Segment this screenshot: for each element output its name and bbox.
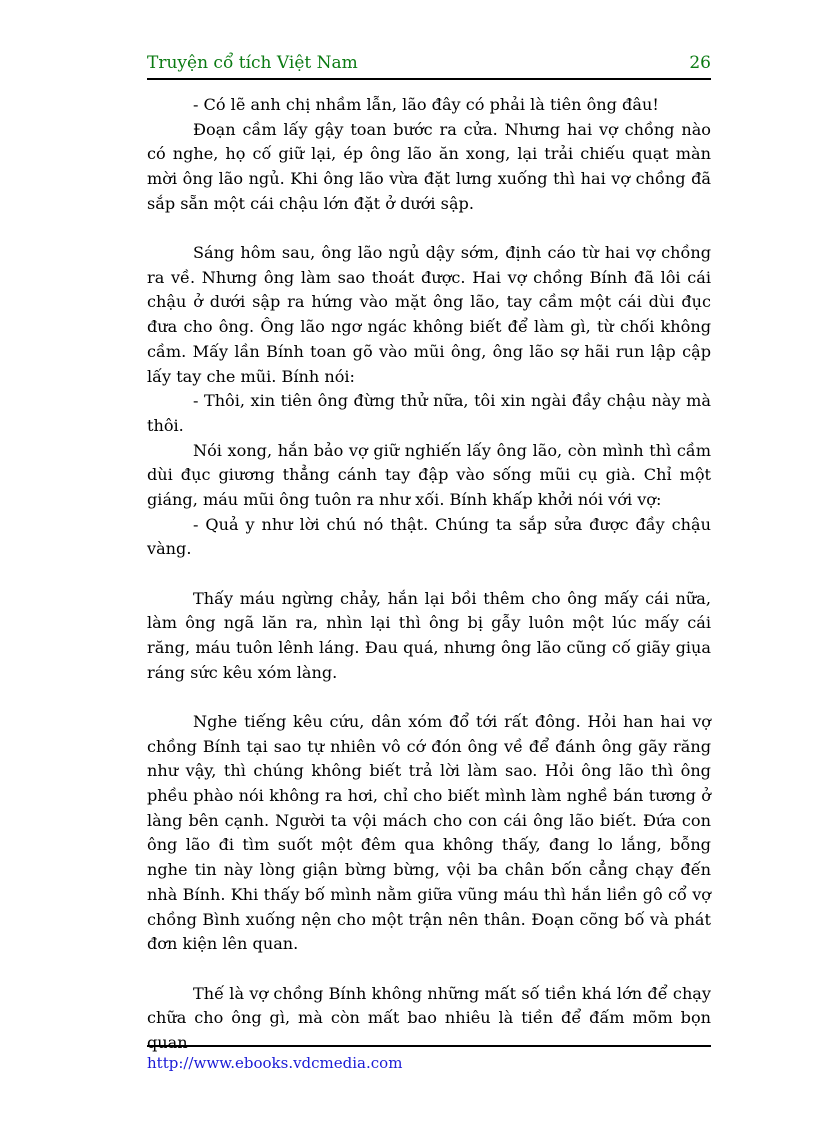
paragraph: Đoạn cầm lấy gậy toan bước ra cửa. Nhưng hai vợ chồng nào có nghe, họ cố giữ lại, ép ông lão ăn xong, lại trải chiếu quạt màn mời ông lão ngủ. Khi ông lão vừa đặt lưng xuống thì hai vợ chồng đã sắp sẵn một cái chậu lớn đặt ở dưới sập. [147, 119, 711, 213]
paragraph-gap [147, 562, 711, 587]
paragraph: Nghe tiếng kêu cứu, dân xóm đổ tới rất đông. Hỏi han hai vợ chồng Bính tại sao tự nhiên vô cớ đón ông về để đánh ông gãy răng như vậy, thì chúng không biết trả lời làm sao. Hỏi ông lão thì ông phều phào nói không ra hơi, chỉ cho biết mình làm nghề bán tương ở làng bên cạnh. Người ta vội mách cho con cái ông lão biết. Đứa con ông lão đi tìm suốt một đêm qua không thấy, đang lo lắng, bỗng nghe tin này lòng giận bừng bừng, vội ba chân bốn cẳng chạy đến nhà Bính. Khi thấy bố mình nằm giữa vũng máu thì hắn liền gô cổ vợ chồng Bình xuống nện cho một trận nên thân. Đoạn cõng bố và phát đơn kiện lên quan. [147, 711, 711, 954]
paragraph: Sáng hôm sau, ông lão ngủ dậy sớm, định cáo từ hai vợ chồng ra về. Nhưng ông làm sao thoát được. Hai vợ chồng Bính đã lôi cái chậu ở dưới sập ra hứng vào mặt ông lão, tay cầm một cái dùi đục đưa cho ông. Ông lão ngơ ngác không biết để làm gì, từ chối không cầm. Mấy lần Bính toan gõ vào mũi ông, ông lão sợ hãi run lập cập lấy tay che mũi. Bính nói: [147, 243, 711, 386]
page-footer [147, 1045, 711, 1073]
paragraph-gap [147, 685, 711, 710]
paragraph: - Có lẽ anh chị nhầm lẫn, lão đây có phải là tiên ông đâu! [193, 95, 659, 114]
paragraph-gap [147, 957, 711, 982]
paragraph-gap [147, 217, 711, 242]
paragraph: - Thôi, xin tiên ông đừng thử nữa, tôi xin ngài đầy chậu này mà thôi. [147, 391, 711, 435]
paragraph: Nói xong, hắn bảo vợ giữ nghiến lấy ông lão, còn mình thì cầm dùi đục giương thẳng cánh tay đập vào sống mũi cụ già. Chỉ một giáng, máu mũi ông tuôn ra như xối. Bính khấp khởi nói với vợ: [147, 440, 711, 510]
paragraph: - Quả y như lời chú nó thật. Chúng ta sắp sửa được đầy chậu vàng. [147, 514, 711, 559]
book-title: Truyện cổ tích Việt Nam [147, 53, 358, 73]
paragraph: Thế là vợ chồng Bính không những mất số tiền khá lớn để chạy chữa cho ông gì, mà còn mất bao nhiêu là tiền để đấm mõm bọn quan [147, 983, 711, 1052]
page-header [147, 52, 711, 80]
page-number: 26 [689, 53, 711, 73]
page-body [147, 93, 711, 1056]
footer-link[interactable]: http://www.ebooks.vdcmedia.com [147, 1054, 403, 1072]
paragraph: Thấy máu ngừng chảy, hắn lại bồi thêm cho ông mấy cái nữa, làm ông ngã lăn ra, nhìn lại thì ông bị gẫy luôn một lúc mấy cái răng, máu tuôn lênh láng. Đau quá, nhưng ông lão cũng cố giãy giụa ráng sức kêu xóm làng. [147, 588, 711, 682]
